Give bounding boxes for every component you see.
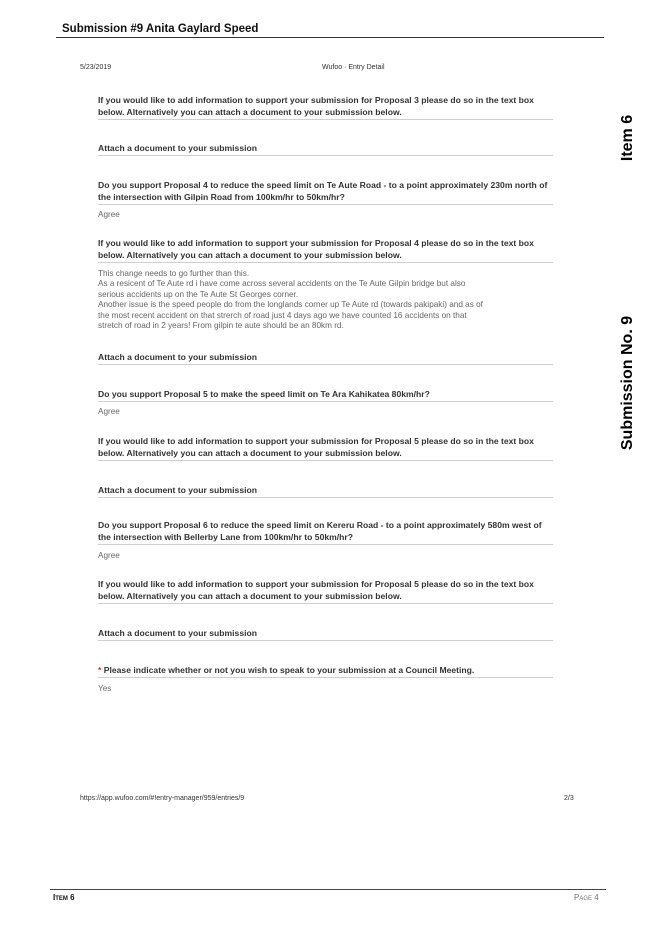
answer-line: the most recent accident on that strerch of road just 4 days ago we have counted 16 accidents on that [98, 310, 467, 320]
attach-document-label: Attach a document to your submission [98, 351, 553, 365]
answer-proposal4: Agree [98, 210, 120, 219]
answer-proposal5: Agree [98, 407, 120, 416]
header-divider [56, 37, 604, 38]
footer-page-label: Page 4 [574, 893, 599, 902]
attach-document-label: Attach a document to your submission [98, 142, 553, 156]
side-item-label: Item 6 [619, 114, 636, 162]
question-proposal5-support: Do you support Proposal 5 to make the speed limit on Te Ara Kahikatea 80km/hr? [98, 388, 553, 402]
print-page-title: Wufoo · Entry Detail [322, 64, 385, 71]
required-marker: * [98, 665, 102, 675]
footer-page-number: 2/3 [564, 795, 574, 802]
answer-proposal6: Agree [98, 551, 120, 560]
footer-divider [50, 889, 606, 890]
question-proposal5-info: If you would like to add information to support your submission for Proposal 5 please do so in the text box below. Alternatively you can attach a document to your submission below. [98, 435, 553, 461]
footer-item-label: Item 6 [53, 893, 75, 902]
question-proposal4-support: Do you support Proposal 4 to reduce the speed limit on Te Aute Road - to a point approximately 230m north of the intersection with Gilpin Road from 100km/hr to 50km/hr? [98, 179, 553, 205]
answer-proposal4-info [98, 269, 553, 331]
question-speak-at-meeting [98, 664, 553, 678]
question-proposal3-info: If you would like to add information to support your submission for Proposal 3 please do so in the text box below. Alternatively you can attach a document to your submission below. [98, 94, 553, 120]
answer-line: Another issue is the speed people do from the longlands corner up Te Aute rd (towards pakipaki) and as of [98, 300, 483, 310]
answer-line: This change needs to go further than this. [98, 269, 250, 278]
attach-document-label: Attach a document to your submission [98, 627, 553, 641]
question-proposal4-info: If you would like to add information to support your submission for Proposal 4 please do so in the text box below. Alternatively you can attach a document to your submission below. [98, 237, 553, 263]
attach-document-label: Attach a document to your submission [98, 484, 553, 498]
side-submission-label: Submission No. 9 [619, 315, 636, 451]
answer-line: serious accidents up on the Te Aute St Georges corner. [98, 289, 299, 299]
print-date: 5/23/2019 [80, 64, 112, 71]
answer-line: stretch of road in 2 years! From gilpin te aute should be an 80km rd. [98, 321, 344, 331]
question-proposal6-info: If you would like to add information to support your submission for Proposal 5 please do so in the text box below. Alternatively you can attach a document to your submission below. [98, 578, 553, 604]
question-proposal6-support: Do you support Proposal 6 to reduce the speed limit on Kereru Road - to a point approximately 580m west of the intersection with Bellerby Lane from 100km/hr to 50km/hr? [98, 519, 553, 545]
answer-speak-at-meeting: Yes [98, 684, 112, 693]
question-text: Please indicate whether or not you wish to speak to your submission at a Council Meeting. [103, 665, 475, 675]
document-title: Submission #9 Anita Gaylard Speed [62, 23, 259, 35]
answer-line: As a resicent of Te Aute rd i have come across several accidents on the Te Aute Gilpin bridge but also [98, 279, 466, 289]
footer-url: https://app.wufoo.com/#!entry-manager/959/entries/9 [80, 795, 245, 802]
